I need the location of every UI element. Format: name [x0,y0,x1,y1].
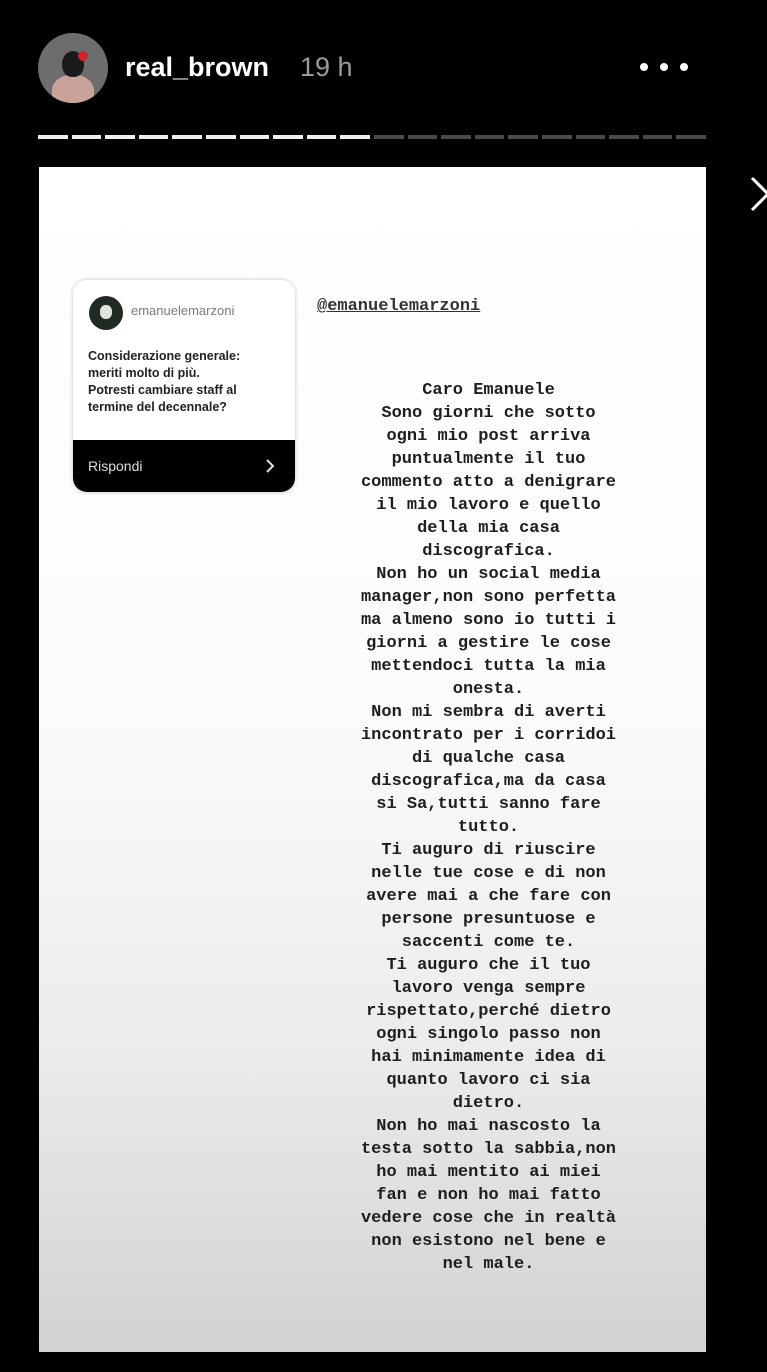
progress-segment [643,135,673,139]
progress-segment [72,135,102,139]
progress-segment [139,135,169,139]
letter-line: puntualmente il tuo [391,450,586,469]
letter-line: commento atto a denigrare [360,473,617,492]
letter-line: discografica,ma da casa [371,772,606,791]
story-header [0,0,767,130]
letter-line: onesta. [452,680,525,699]
progress-segment [374,135,404,139]
dot [640,63,648,71]
letter-line: Sono giorni che sotto [381,404,596,423]
letter-line: della mia casa [417,519,560,538]
progress-segment [105,135,135,139]
story-progress-bar [38,135,706,139]
story-content[interactable] [39,167,706,1352]
dot [660,63,668,71]
letter-line: Caro Emanuele [422,381,555,400]
progress-segment [307,135,337,139]
username[interactable]: real_brown [125,52,270,82]
letter-line: Non ho un social media [376,565,601,584]
progress-segment [172,135,202,139]
dot [680,63,688,71]
question-line: termine del decennale? [88,400,227,414]
letter-line: il mio lavoro e quello [376,496,601,515]
progress-segment [508,135,538,139]
progress-segment [676,135,706,139]
reply-button[interactable] [73,440,295,492]
letter-line: vedere cose che in realtà [360,1209,617,1228]
progress-segment [609,135,639,139]
letter-line: testa sotto la sabbia,non [360,1140,617,1159]
progress-segment [273,135,303,139]
reply-label: Rispondi [88,458,143,474]
avatar[interactable] [38,33,108,103]
letter-line: mettendoci tutta la mia [371,657,606,676]
letter-text [301,379,676,1276]
letter-line: tutto. [457,818,520,837]
letter-line: ma almeno sono io tutti i [360,611,617,630]
progress-segment [542,135,572,139]
progress-segment [38,135,68,139]
question-avatar [89,296,123,330]
avatar-accent-shape [78,51,88,61]
letter-line: quanto lavoro ci sia [386,1071,591,1090]
letter-line: saccenti come te. [401,933,576,952]
letter-line: incontrato per i corridoi [360,726,617,745]
chevron-right-icon [265,458,275,474]
letter-line: Non ho mai nascosto la [376,1117,601,1136]
letter-line: Non mi sembra di averti [371,703,606,722]
letter-line: fan e non ho mai fatto [376,1186,601,1205]
next-story-chevron-right-icon[interactable] [748,174,767,214]
letter-line: Ti auguro che il tuo [386,956,591,975]
letter-line: ogni singolo passo non [376,1025,601,1044]
question-line: meriti molto di più. [88,366,200,380]
letter-line: discografica. [422,542,555,561]
letter-line: lavoro venga sempre [391,979,586,998]
letter-line: Ti auguro di riuscire [381,841,596,860]
avatar-body-shape [52,75,94,103]
more-options-icon[interactable] [640,60,688,74]
letter-line: nelle tue cose e di non [371,864,606,883]
question-line: Considerazione generale: [88,349,241,363]
progress-segment [475,135,505,139]
letter-line: non esistono nel bene e [371,1232,606,1251]
question-username: emanuelemarzoni [131,303,235,318]
letter-line: dietro. [452,1094,525,1113]
letter-line: giorni a gestire le cose [366,634,611,653]
post-time: 19 h [300,52,353,82]
letter-line: si Sa,tutti sanno fare [376,795,601,814]
question-line: Potresti cambiare staff al [88,383,237,397]
mention-tag[interactable]: @emanuelemarzoni [317,297,481,316]
progress-segment [576,135,606,139]
letter-line: ho mai mentito ai miei [376,1163,601,1182]
letter-line: manager,non sono perfetta [360,588,617,607]
progress-segment [206,135,236,139]
letter-line: di qualche casa [411,749,566,768]
progress-segment [240,135,270,139]
letter-line: avere mai a che fare con [366,887,611,906]
question-text [88,348,288,416]
letter-line: hai minimamente idea di [371,1048,606,1067]
progress-segment [408,135,438,139]
progress-segment [441,135,471,139]
letter-line: nel male. [442,1255,535,1274]
letter-line: ogni mio post arriva [386,427,591,446]
progress-segment [340,135,370,139]
letter-line: rispettato,perché dietro [366,1002,611,1021]
letter-line: persone presuntuose e [381,910,596,929]
question-sticker[interactable] [73,280,295,492]
